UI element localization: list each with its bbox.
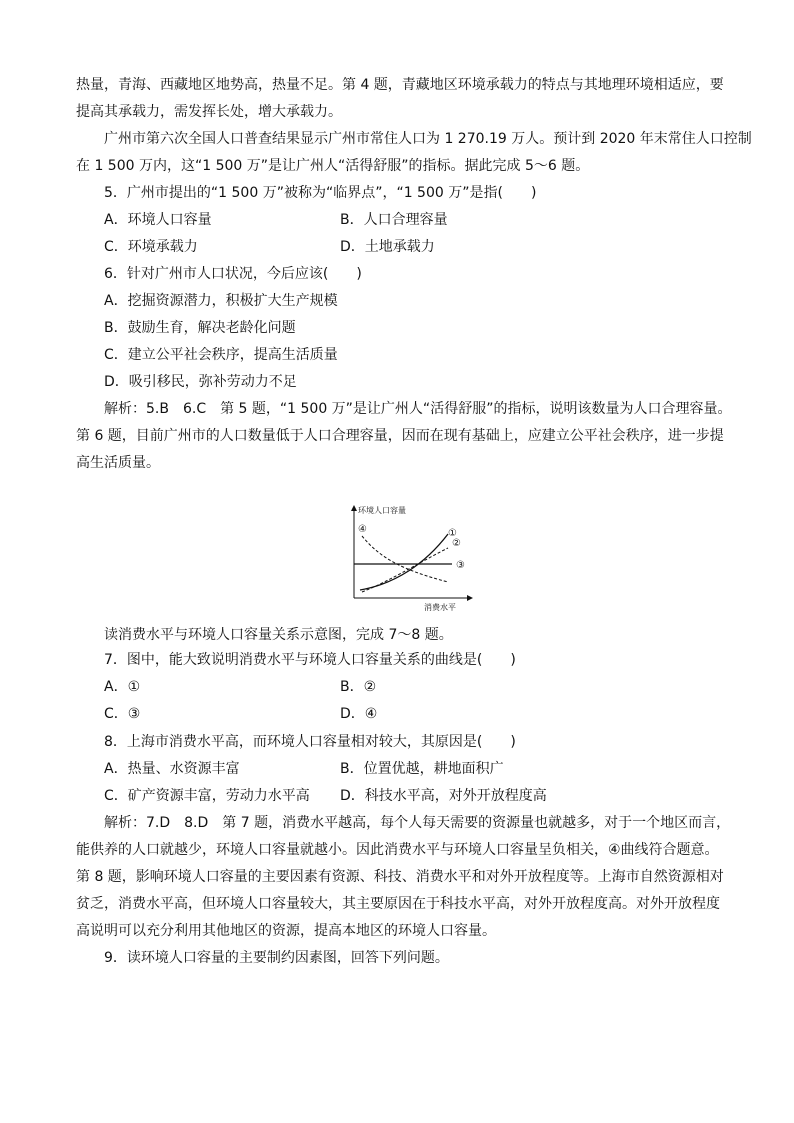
option-d: D．吸引移民，弥补劳动力不足 [104, 374, 297, 390]
text-line: 第 6 题，目前广州市的人口数量低于人口合理容量，因而在现有基础上，应建立公平社会秩序，进一步提 [76, 428, 724, 444]
option-c: C．③ [104, 706, 141, 722]
text-line: 在 1 500 万内，这“1 500 万”是让广州人“活得舒服”的指标。据此完成 5～6 题。 [76, 158, 590, 174]
question-stem: 5．广州市提出的“1 500 万”被称为“临界点”，“1 500 万”是指( ) [104, 185, 537, 201]
text-line: 热量，青海、西藏地区地势高，热量不足。第 4 题，青藏地区环境承载力的特点与其地理环境相适应，要 [76, 77, 724, 93]
option-b: B．② [340, 679, 377, 695]
curve-1-label: ① [448, 528, 457, 539]
text-line: 解析：7.D 8.D 第 7 题，消费水平越高，每个人每天需要的资源量也就越多，对于一个地区而言， [104, 815, 731, 831]
option-d: D．土地承载力 [340, 239, 435, 255]
text-line: 高生活质量。 [76, 455, 160, 471]
option-b: B．鼓励生育，解决老龄化问题 [104, 320, 296, 336]
curve-1 [360, 534, 448, 590]
option-b: B．人口合理容量 [340, 212, 448, 228]
option-a: A．挖掘资源潜力，积极扩大生产规模 [104, 293, 338, 309]
curve-3-label: ③ [456, 560, 465, 571]
curve-4 [362, 536, 448, 582]
question-stem: 6．针对广州市人口状况，今后应该( ) [104, 266, 362, 282]
option-c: C．矿产资源丰富，劳动力水平高 [104, 788, 310, 804]
text-line: 广州市第六次全国人口普查结果显示广州市常住人口为 1 270.19 万人。预计到 2020 年末常住人口控制 [104, 131, 752, 147]
option-c: C．建立公平社会秩序，提高生活质量 [104, 347, 338, 363]
text-line: 能供养的人口就越少，环境人口容量就越小。因此消费水平与环境人口容量呈负相关，④曲线符合题意。 [76, 842, 719, 858]
text-line: 高说明可以充分利用其他地区的资源，提高本地区的环境人口容量。 [76, 923, 496, 939]
text-line: 解析：5.B 6.C 第 5 题，“1 500 万”是让广州人“活得舒服”的指标，说明该数量为人口合理容量。 [104, 401, 732, 417]
option-a: A．热量、水资源丰富 [104, 761, 240, 777]
option-a: A．① [104, 679, 141, 695]
text-line: 第 8 题，影响环境人口容量的主要因素有资源、科技、消费水平和对外开放程度等。上海市自然资源相对 [76, 869, 724, 885]
option-b: B．位置优越，耕地面积广 [340, 761, 504, 777]
question-stem: 7．图中，能大致说明消费水平与环境人口容量关系的曲线是( ) [104, 652, 516, 668]
x-axis-label: 消费水平 [424, 603, 456, 612]
option-d: D．④ [340, 706, 378, 722]
question-9-stem: 9．读环境人口容量的主要制约因素图，回答下列问题。 [104, 950, 449, 966]
option-d: D．科技水平高，对外开放程度高 [340, 788, 547, 804]
option-a: A．环境人口容量 [104, 212, 212, 228]
question-stem: 8．上海市消费水平高，而环境人口容量相对较大，其原因是( ) [104, 734, 516, 750]
curve-4-label: ④ [358, 524, 367, 535]
consumption-capacity-diagram [340, 504, 474, 616]
y-axis-label: 环境人口容量 [358, 506, 406, 515]
curve-2 [362, 548, 448, 592]
text-line: 贫乏，消费水平高，但环境人口容量较大，其主要原因在于科技水平高，对外开放程度高。对外开放程度 [76, 896, 720, 912]
figure-intro: 读消费水平与环境人口容量关系示意图，完成 7～8 题。 [104, 627, 453, 643]
option-c: C．环境承载力 [104, 239, 198, 255]
curve-2-label: ② [452, 538, 461, 549]
text-line: 提高其承载力，需发挥长处，增大承载力。 [76, 104, 342, 120]
